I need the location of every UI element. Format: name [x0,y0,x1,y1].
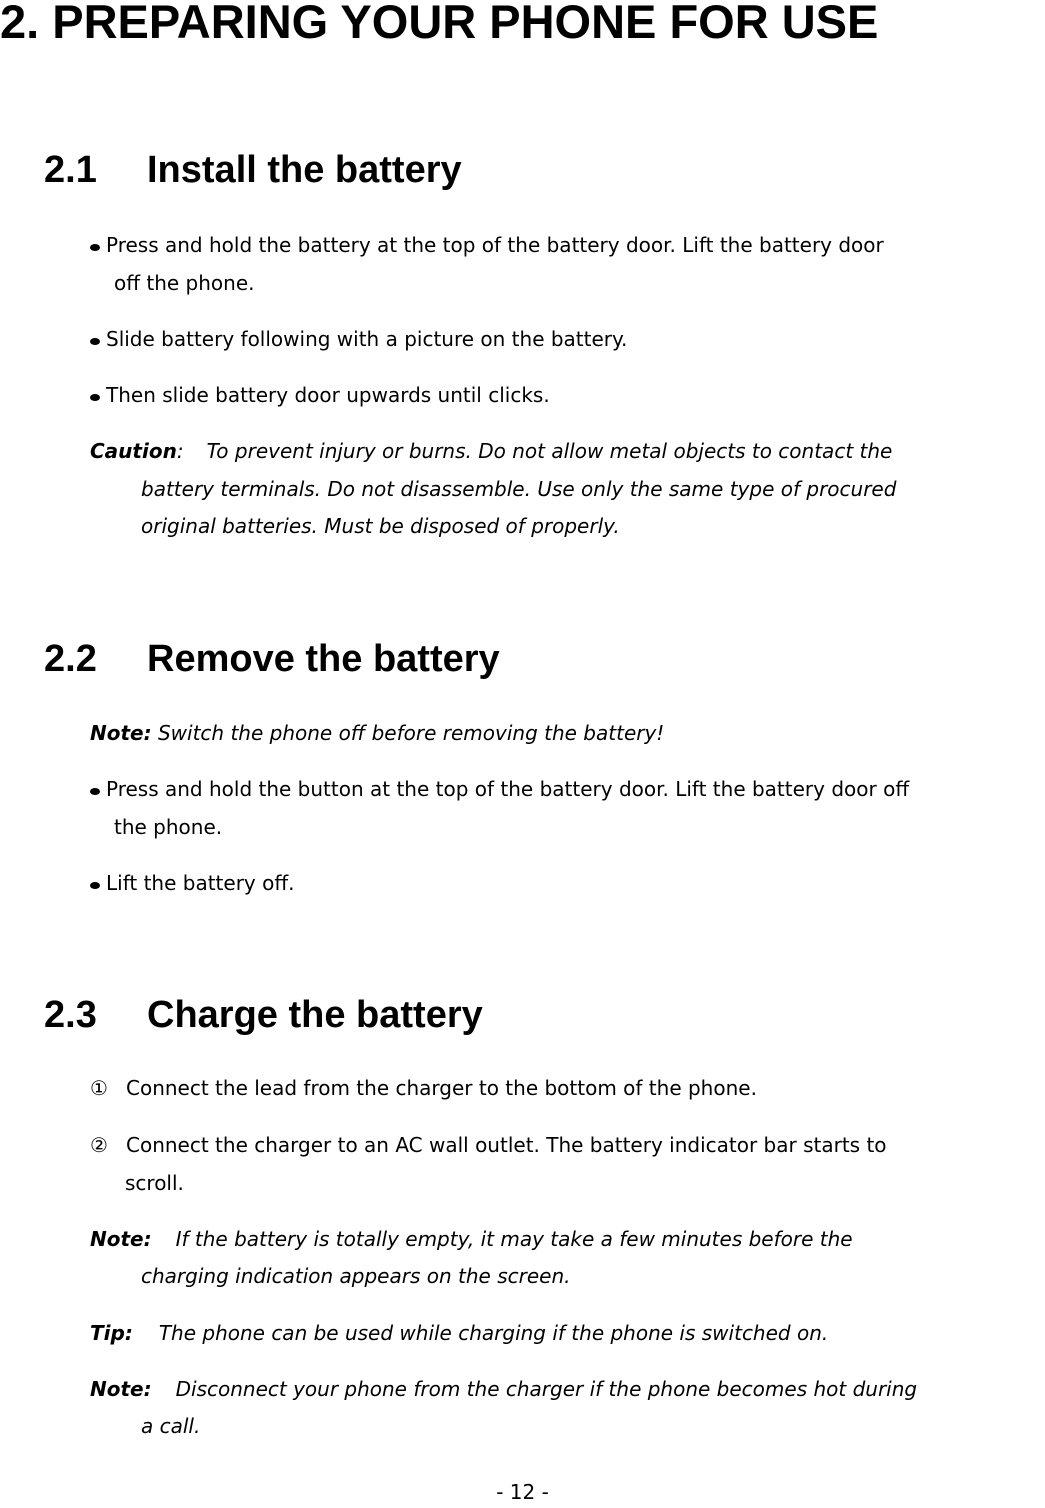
section-number: 2.1 [44,149,97,191]
caution-label: Caution [90,439,177,463]
note: Note: Switch the phone off before removing the battery! [90,721,665,745]
note-line: a call. [141,1414,201,1438]
list-item: Press and hold the battery at the top of the battery door. Lift the battery door [90,235,884,255]
note-label: Note: [90,1377,152,1401]
list-item-continuation: off the phone. [114,271,255,295]
list-item: Slide battery following with a picture on the battery. [90,329,627,349]
page-number: - 12 - [496,1480,549,1504]
numbered-step: ① Connect the lead from the charger to the bottom of the phone. [90,1076,757,1100]
bullet-icon [90,338,100,345]
section-title: Remove the battery [147,638,500,680]
note: Note: If the battery is totally empty, it may take a few minutes before the [90,1227,853,1251]
tip-label: Tip: [90,1321,133,1345]
caution-note: Caution: To prevent injury or burns. Do not allow metal objects to contact the [90,439,893,463]
step-continuation: scroll. [125,1171,184,1195]
section-heading-2-2 [44,640,500,678]
step-marker: ② [90,1133,108,1157]
note-label: Note: [90,1227,152,1251]
section-heading-2-3 [44,996,483,1034]
note-label: Note: [90,721,152,745]
section-number: 2.3 [44,994,97,1036]
bullet-icon [90,244,100,251]
numbered-step: ② Connect the charger to an AC wall outlet. The battery indicator bar starts to [90,1133,887,1157]
tip: Tip: The phone can be used while charging if the phone is switched on. [90,1321,829,1345]
page-title: 2. PREPARING YOUR PHONE FOR USE [0,0,879,48]
list-item: Then slide battery door upwards until clicks. [90,385,550,405]
list-item-continuation: the phone. [114,815,223,839]
step-marker: ① [90,1076,108,1100]
caution-line: battery terminals. Do not disassemble. Use only the same type of procured [141,477,897,501]
section-title: Charge the battery [147,994,483,1036]
list-item: Lift the battery off. [90,873,295,893]
list-item: Press and hold the button at the top of the battery door. Lift the battery door off [90,779,909,799]
note-line: charging indication appears on the screen. [141,1264,571,1288]
caution-line: original batteries. Must be disposed of properly. [141,514,620,538]
bullet-icon [90,882,100,889]
bullet-icon [90,394,100,401]
section-title: Install the battery [147,149,462,191]
section-heading-2-1 [44,151,462,189]
note: Note: Disconnect your phone from the charger if the phone becomes hot during [90,1377,918,1401]
bullet-icon [90,788,100,795]
section-number: 2.2 [44,638,97,680]
